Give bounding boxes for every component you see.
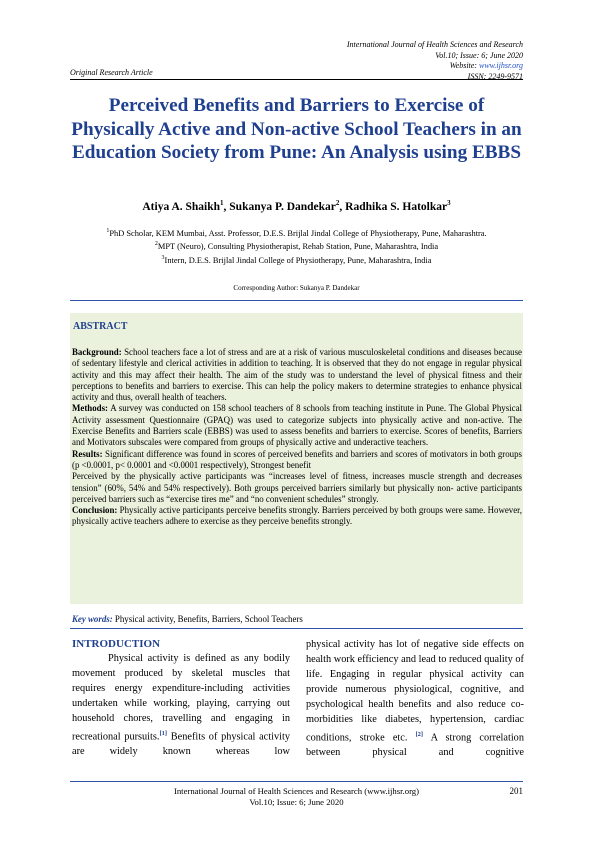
abstract-methods bbox=[72, 403, 522, 448]
author-sup: 1 bbox=[220, 199, 224, 207]
results-text: Significant difference was found in scores of perceived benefits and barriers and scores of motivators in both groups (p <0.0001, p< 0.0001 and <0.0001 respectively), Strongest benefit bbox=[72, 448, 522, 470]
intro-paragraph bbox=[72, 651, 290, 759]
results-label: Results: bbox=[72, 448, 103, 459]
website-label: Website: bbox=[449, 61, 479, 70]
author-list: Atiya A. Shaikh$^1$, Sukanya P. Dandekar$^2$, Radhika S. Hatolkar$^3$ bbox=[142, 199, 451, 213]
background-label: Background: bbox=[72, 347, 122, 357]
page-number: 201 bbox=[509, 786, 523, 796]
journal-volume: Vol.10; Issue: 6; June 2020 bbox=[435, 50, 523, 60]
intro-paragraph bbox=[306, 637, 524, 760]
section-divider bbox=[70, 300, 523, 301]
journal-header bbox=[347, 40, 523, 82]
abstract-heading: ABSTRACT bbox=[73, 321, 128, 332]
keywords bbox=[72, 614, 522, 624]
corresponding-author: Corresponding Author: Sukanya P. Dandekar bbox=[233, 284, 360, 292]
keywords-text: Physical activity, Benefits, Barriers, School Teachers bbox=[112, 614, 303, 624]
footer-divider bbox=[70, 781, 523, 782]
intro-text: Benefits of physical activity are widely known whereas low bbox=[72, 731, 290, 758]
abstract-body bbox=[72, 347, 522, 528]
methods-text: A survey was conducted on 158 school teachers of 8 schools from teaching institute in Pune. The Global Physical Activity assessment Questionnaire (GPAQ) was used to categorize subjects into physically active and non-active. The Exercise Benefits and Barriers scale (EBBS) was used to assess benefits and barriers to exercise. Scores of benefits, Barriers and Motivators subscales were compared from groups of physically active and underactive teachers. bbox=[72, 403, 522, 448]
affiliation bbox=[100, 226, 493, 239]
footer-journal: International Journal of Health Sciences and Research (www.ijhsr.org) bbox=[173, 786, 420, 796]
affiliation-text: Intern, D.E.S. Brijlal Jindal College of Physiotherapy, Pune, Maharashtra, India bbox=[164, 255, 432, 265]
keywords-label: Key words: bbox=[72, 614, 113, 624]
intro-text: Physical activity is defined as any bodily movement produced by skeletal muscles that requires energy expenditure-including activities undertaken while working, playing, carrying out household chores, travelling and engaging in recreational pursuits. bbox=[72, 653, 290, 743]
intro-column-left bbox=[72, 651, 290, 759]
intro-text: physical activity has lot of negative side effects on health work efficiency and lead to reduced quality of life. Engaging in regular physical activity can provide numerous physiological, cognitive, and psychological health benefits and also reduce co-morbidities like diabetes, hypertension, cardiac conditions, stroke etc. bbox=[306, 639, 524, 744]
conclusion-label: Conclusion: bbox=[72, 505, 118, 516]
abstract-results bbox=[72, 449, 522, 472]
abstract-background bbox=[72, 347, 522, 403]
affiliation bbox=[100, 253, 493, 266]
author-name: Sukanya P. Dandekar bbox=[229, 200, 336, 213]
journal-website bbox=[347, 61, 523, 72]
header-divider bbox=[70, 79, 523, 80]
affiliation bbox=[100, 239, 493, 252]
article-type: Original Research Article bbox=[70, 68, 153, 77]
abstract-conclusion bbox=[72, 505, 522, 528]
citation-ref[interactable]: [2] bbox=[415, 731, 424, 738]
journal-issn: ISSN: 2249-9571 bbox=[467, 71, 523, 81]
affiliations bbox=[100, 226, 493, 266]
affiliation-sup: 2 bbox=[154, 241, 158, 248]
affiliation-text: PhD Scholar, KEM Mumbai, Asst. Professor, D.E.S. Brijlal Jindal College of Physiotherapy, Pune, Maharashtra. bbox=[109, 228, 487, 238]
author-name: Radhika S. Hatolkar bbox=[345, 200, 448, 213]
affiliation-text: MPT (Neuro), Consulting Physiotherapist, Rehab Station, Pune, Maharashtra, India bbox=[157, 242, 439, 252]
introduction-heading: INTRODUCTION bbox=[72, 638, 161, 650]
page-footer bbox=[70, 786, 523, 808]
abstract-results-cont: Perceived by the physically active participants was “increases level of fitness, increases muscle strength and decreases tension” (60%, 54% and 54% respectively). Both groups perceived barriers similarly but physically non- active participants perceived barriers such as “exercise tires me” and “no convenient schedules” strongly. bbox=[72, 471, 522, 504]
methods-label: Methods: bbox=[72, 403, 108, 414]
author-sup: 3 bbox=[447, 199, 451, 207]
journal-name: International Journal of Health Sciences and Research bbox=[346, 40, 523, 49]
intro-column-right bbox=[306, 637, 524, 760]
author-sup: 2 bbox=[335, 199, 340, 207]
conclusion-text: Physically active participants perceive benefits strongly. Barriers perceived by both groups were same. However, physically active teachers adhere to exercise as they perceive benefits strongly. bbox=[72, 505, 522, 527]
paper-title: Perceived Benefits and Barriers to Exercise of Physically Active and Non-active School Teachers in an Education Society from Pune: An Analysis using EBBS bbox=[71, 95, 522, 163]
background-text: School teachers face a lot of stress and are at a risk of various musculoskeletal conditions and diseases because of sedentary lifestyle and clerical activities in addition to teaching. It is observed that they do not engage in regular physical activity and this may affect their health. The aim of the study was to understand the level of physical fitness and their perceptions to benefits and barriers to exercise. This can help the policy makers to determine strategies to enhance physical activity and thus, overall health of teachers. bbox=[72, 347, 522, 403]
footer-volume: Vol.10; Issue: 6; June 2020 bbox=[249, 797, 344, 807]
keywords-divider bbox=[70, 628, 523, 629]
intro-text: A strong correlation between physical and cognitive bbox=[306, 732, 524, 759]
website-link[interactable]: www.ijhsr.org bbox=[478, 61, 523, 70]
citation-ref[interactable]: [1] bbox=[159, 730, 168, 737]
affiliation-sup: 1 bbox=[106, 228, 110, 234]
affiliation-sup: 3 bbox=[161, 254, 165, 261]
author-name: Atiya A. Shaikh bbox=[142, 200, 221, 213]
